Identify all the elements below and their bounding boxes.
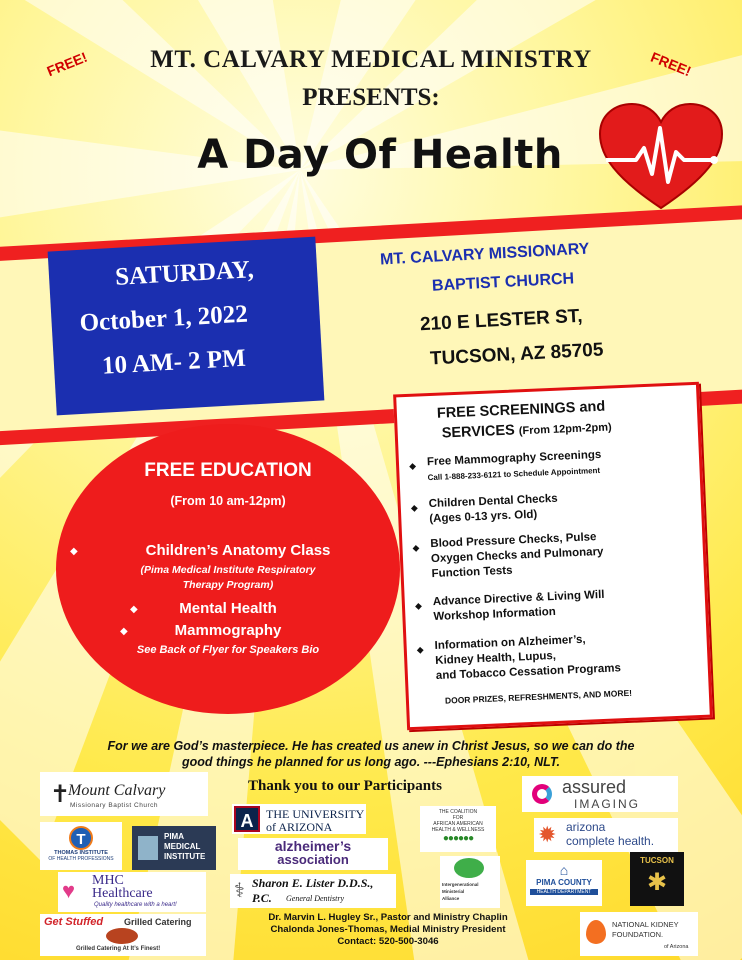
- logo-tucson-fire: [630, 852, 684, 906]
- logo-get-stuffed: [40, 914, 206, 956]
- getstuffed-tagline: Grilled Catering At It’s Finest!: [76, 946, 161, 952]
- event-time: 10 AM- 2 PM: [101, 344, 247, 380]
- education-item-mental-health: Mental Health: [179, 600, 277, 617]
- logo-pima-medical-institute: [132, 826, 216, 870]
- screening-dental-line2: (Ages 0-13 yrs. Old): [429, 508, 538, 526]
- logo-thomas-institute: [40, 822, 122, 870]
- kidney-icon: [586, 920, 606, 944]
- screenings-heading-line2: [441, 418, 612, 441]
- mhc-tagline: Quality healthcare with a heart!: [94, 902, 177, 908]
- mhc-line1: MHC: [92, 873, 124, 888]
- contact-info: [216, 912, 560, 948]
- logo-coalition-african-american-health: [420, 806, 496, 852]
- heart-people-icon: ♥: [62, 878, 76, 903]
- imma-line2: Ministerial: [442, 889, 465, 894]
- logo-alzheimers-association: [238, 838, 388, 870]
- assured-line2: IMAGING: [574, 797, 641, 811]
- screening-bp-line1: Blood Pressure Checks, Pulse: [430, 531, 597, 551]
- pima-county-line1: PIMA COUNTY: [536, 878, 592, 887]
- education-item-anatomy: Children’s Anatomy Class: [145, 542, 331, 559]
- education-heading: FREE EDUCATION: [144, 460, 312, 481]
- title-presents: PRESENTS:: [302, 84, 440, 111]
- tucson-badge-text: TUCSON: [640, 856, 674, 865]
- screening-mammography-note: Call 1-888-233-6121 to Schedule Appointment: [427, 465, 601, 483]
- bullet-icon: ◆: [70, 546, 78, 557]
- logo-national-kidney-foundation: [580, 912, 698, 956]
- screening-directive-line1: Advance Directive & Living Will: [432, 588, 605, 609]
- azch-line2: complete health.: [566, 834, 655, 848]
- title-ministry: MT. CALVARY MEDICAL MINISTRY: [150, 46, 592, 73]
- thomas-icon: T: [69, 826, 93, 850]
- mount-calvary-name: Mount Calvary: [68, 782, 166, 799]
- imma-line3: Alliance: [442, 896, 460, 901]
- logo-university-of-arizona: [232, 804, 366, 834]
- logo-arizona-complete-health: [534, 818, 678, 852]
- cross-icon: ✝: [50, 780, 71, 808]
- nkf-line2: FOUNDATION.: [612, 930, 664, 939]
- screening-bp-line2: Oxygen Checks and Pulmonary: [430, 545, 604, 566]
- education-time: (From 10 am-12pm): [170, 494, 286, 508]
- coalition-line3: AFRICAN AMERICAN: [433, 821, 483, 827]
- ua-a-icon: A: [234, 806, 260, 832]
- screening-dental-line1: Children Dental Checks: [428, 492, 558, 511]
- bullet-icon: ◆: [414, 600, 423, 611]
- scripture-verse: [40, 738, 702, 770]
- ua-line1: THE UNIVERSITY: [266, 807, 365, 821]
- grill-icon: [106, 928, 138, 944]
- bullet-icon: ◆: [412, 542, 420, 553]
- education-note: See Back of Flyer for Speakers Bio: [136, 644, 320, 656]
- bullet-icon: ◆: [416, 644, 424, 655]
- participants-heading: Thank you to our Participants: [248, 778, 442, 794]
- alz-line1: alzheimer’s: [274, 838, 352, 854]
- assured-line1: assured: [562, 777, 627, 797]
- lister-line2: General Dentistry: [286, 894, 344, 903]
- pima-county-line2: HEALTH DEPARTMENT: [530, 889, 598, 895]
- caduceus-icon: ⚕: [234, 880, 245, 902]
- coalition-line1: THE COALITION: [438, 809, 478, 815]
- logo-assured-imaging: [522, 776, 678, 812]
- headline: A Day Of Health: [197, 132, 563, 178]
- church-street: 210 E LESTER ST,: [419, 305, 584, 336]
- contact-president: Chalonda Jones-Thomas, Medial Ministry President: [270, 924, 506, 935]
- pima-line3: INSTITUTE: [164, 852, 206, 861]
- education-circle: [56, 424, 400, 714]
- imma-line1: Intergenerational: [442, 882, 479, 887]
- nkf-line3: of Arizona: [664, 944, 689, 950]
- mhc-line2: Healthcare: [92, 886, 153, 901]
- bullet-icon: ◆: [410, 502, 418, 513]
- logo-pima-county-health: [526, 860, 602, 906]
- screenings-heading-services: SERVICES: [441, 422, 516, 442]
- church-name-line2: BAPTIST CHURCH: [431, 270, 575, 295]
- people-icon: ●●●●●●: [442, 833, 474, 844]
- event-date: October 1, 2022: [78, 300, 249, 337]
- alz-line2: association: [277, 852, 349, 867]
- coalition-line2: FOR: [452, 815, 464, 821]
- lister-line1: Sharon E. Lister D.D.S., P.C.: [252, 876, 374, 905]
- ua-line2: of ARIZONA: [266, 820, 333, 834]
- screening-directive-line2: Workshop Information: [433, 605, 557, 624]
- heart-heartbeat-icon: [596, 100, 726, 212]
- education-item-mammography: Mammography: [174, 622, 282, 639]
- bullet-icon: ◆: [408, 460, 417, 471]
- church-name-line1: MT. CALVARY MISSIONARY: [379, 240, 590, 269]
- screenings-heading-time: (From 12pm-2pm): [518, 421, 612, 438]
- date-box: [48, 237, 325, 416]
- imma-icon: [454, 858, 484, 878]
- education-item-anatomy-note1: (Pima Medical Institute Respiratory: [140, 564, 316, 576]
- pima-line2: MEDICAL: [164, 842, 201, 851]
- screenings-heading-line1: FREE SCREENINGS and: [436, 398, 606, 422]
- pima-line1: PIMA: [164, 832, 184, 841]
- screenings-box: [393, 382, 713, 731]
- getstuffed-line2: Grilled Catering: [124, 917, 192, 927]
- education-item-anatomy-note2: Therapy Program): [182, 579, 274, 591]
- logo-sharon-lister-dds: [230, 874, 396, 908]
- sun-icon: ✹: [538, 822, 557, 847]
- bullet-icon: ◆: [120, 626, 128, 637]
- logo-mount-calvary: [40, 772, 208, 816]
- free-tag-left: FREE!: [44, 48, 90, 80]
- assured-icon: [532, 784, 552, 804]
- free-tag-right: FREE!: [648, 48, 694, 80]
- church-city: TUCSON, AZ 85705: [429, 339, 604, 370]
- verse-line1: For we are God’s masterpiece. He has created us anew in Christ Jesus, so we can do the: [107, 739, 635, 753]
- screening-mammography: Free Mammography Screenings: [426, 448, 602, 469]
- screening-info-line2: Kidney Health, Lupus,: [435, 649, 557, 668]
- logo-intergenerational-ministerial-alliance: [440, 856, 500, 908]
- bullet-icon: ◆: [130, 604, 138, 615]
- azch-line1: arizona: [566, 820, 606, 834]
- capitol-icon: ⌂: [559, 862, 569, 878]
- screening-info-line1: Information on Alzheimer’s,: [434, 633, 586, 653]
- contact-phone: Contact: 520-500-3046: [337, 936, 439, 947]
- event-day: SATURDAY,: [114, 256, 255, 291]
- mount-calvary-sub: Missionary Baptist Church: [70, 802, 158, 809]
- thomas-line1: THOMAS INSTITUTE: [54, 850, 108, 856]
- pima-icon: [138, 836, 158, 860]
- verse-line2: good things he planned for us long ago. ---Ephesians 2:10, NLT.: [181, 755, 560, 769]
- logo-mhc-healthcare: [58, 872, 206, 912]
- screening-info-line3: and Tobacco Cessation Programs: [435, 662, 622, 683]
- badge-icon: ✱: [646, 869, 668, 896]
- thomas-line2: OF HEALTH PROFESSIONS: [48, 856, 114, 862]
- screening-bp-line3: Function Tests: [431, 564, 513, 581]
- getstuffed-line1: Get Stuffed: [44, 916, 104, 928]
- coalition-line4: HEALTH & WELLNESS: [431, 827, 485, 833]
- contact-pastor: Dr. Marvin L. Hugley Sr., Pastor and Ministry Chaplin: [268, 912, 508, 923]
- screenings-footer: DOOR PRIZES, REFRESHMENTS, AND MORE!: [444, 687, 633, 706]
- nkf-line1: NATIONAL KIDNEY: [612, 920, 679, 929]
